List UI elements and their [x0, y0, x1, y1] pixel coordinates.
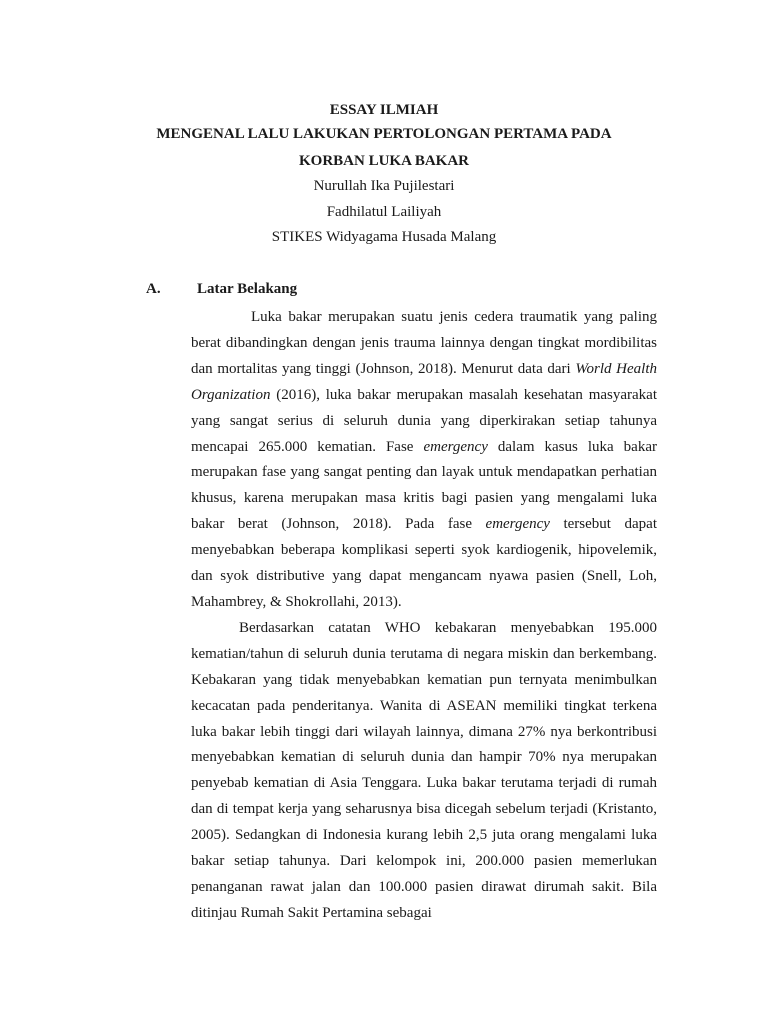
- paragraph-1-italic-who: World Health Organization: [191, 360, 657, 403]
- institution: STIKES Widyagama Husada Malang: [271, 229, 497, 245]
- title-line-1: MENGENAL LALU LAKUKAN PERTOLONGAN PERTAMA PADA: [156, 126, 612, 142]
- paragraph-1-text-c: dalam kasus luka bakar merupakan fase yang sangat penting dan layak untuk mendapatkan perhatian khusus, karena merupakan masa kritis bagi pasien yang mengalami luka bakar berat (Johnson, 2018). Pada fase: [191, 438, 657, 533]
- paragraph-1: [191, 305, 657, 616]
- section-title: Latar Belakang: [197, 281, 298, 297]
- paragraph-1-text-a: Luka bakar merupakan suatu jenis cedera traumatik yang paling berat dibandingkan dengan jenis trauma lainnya dengan tingkat mordibilitas dan mortalitas yang tinggi (Johnson, 2018). Menurut data dari: [191, 309, 657, 377]
- paragraph-1-text-b: (2016), luka bakar merupakan masalah kesehatan masyarakat yang sangat serius di seluruh dunia yang diperkirakan setiap tahunya mencapai 265.000 kematian. Fase: [191, 386, 657, 455]
- paragraph-1-italic-emergency-2: emergency: [485, 516, 550, 533]
- essay-type-heading: ESSAY ILMIAH: [329, 102, 439, 118]
- author-1: Nurullah Ika Pujilestari: [313, 178, 455, 194]
- title-line-2: KORBAN LUKA BAKAR: [298, 153, 470, 169]
- paragraph-1-italic-emergency-1: emergency: [423, 438, 488, 455]
- section-number: A.: [146, 281, 161, 297]
- paragraph-1-text-d: tersebut dapat menyebabkan beberapa komplikasi seperti syok kardiogenik, hipovelemik, dan syok distributive yang dapat mengancam nyawa pasien (Snell, Loh, Mahambrey, & Shokrollahi, 2013).: [191, 516, 657, 610]
- author-2: Fadhilatul Lailiyah: [326, 204, 442, 220]
- paragraph-2: Berdasarkan catatan WHO kebakaran menyebabkan 195.000 kematian/tahun di seluruh dunia terutama di negara miskin dan berkembang. Kebakaran yang tidak menyebabkan kematian pun ternyata menimbulkan kecacatan pada penderitanya. Wanita di ASEAN memiliki tingkat terkena luka bakar lebih tinggi dari wilayah lainnya, dimana 27% nya berkontribusi menyebabkan kematian di seluruh dunia dan hampir 70% nya merupakan penyebab kematian di Asia Tenggara. Luka bakar terutama terjadi di rumah dan di tempat kerja yang seharusnya bisa dicegah sebelum terjadi (Kristanto, 2005). Sedangkan di Indonesia kurang lebih 2,5 juta orang mengalami luka bakar setiap tahunya. Dari kelompok ini, 200.000 pasien memerlukan penanganan rawat jalan dan 100.000 pasien dirawat dirumah sakit. Bila ditinjau Rumah Sakit Pertamina sebagai: [191, 619, 657, 921]
- body-text: [191, 305, 657, 927]
